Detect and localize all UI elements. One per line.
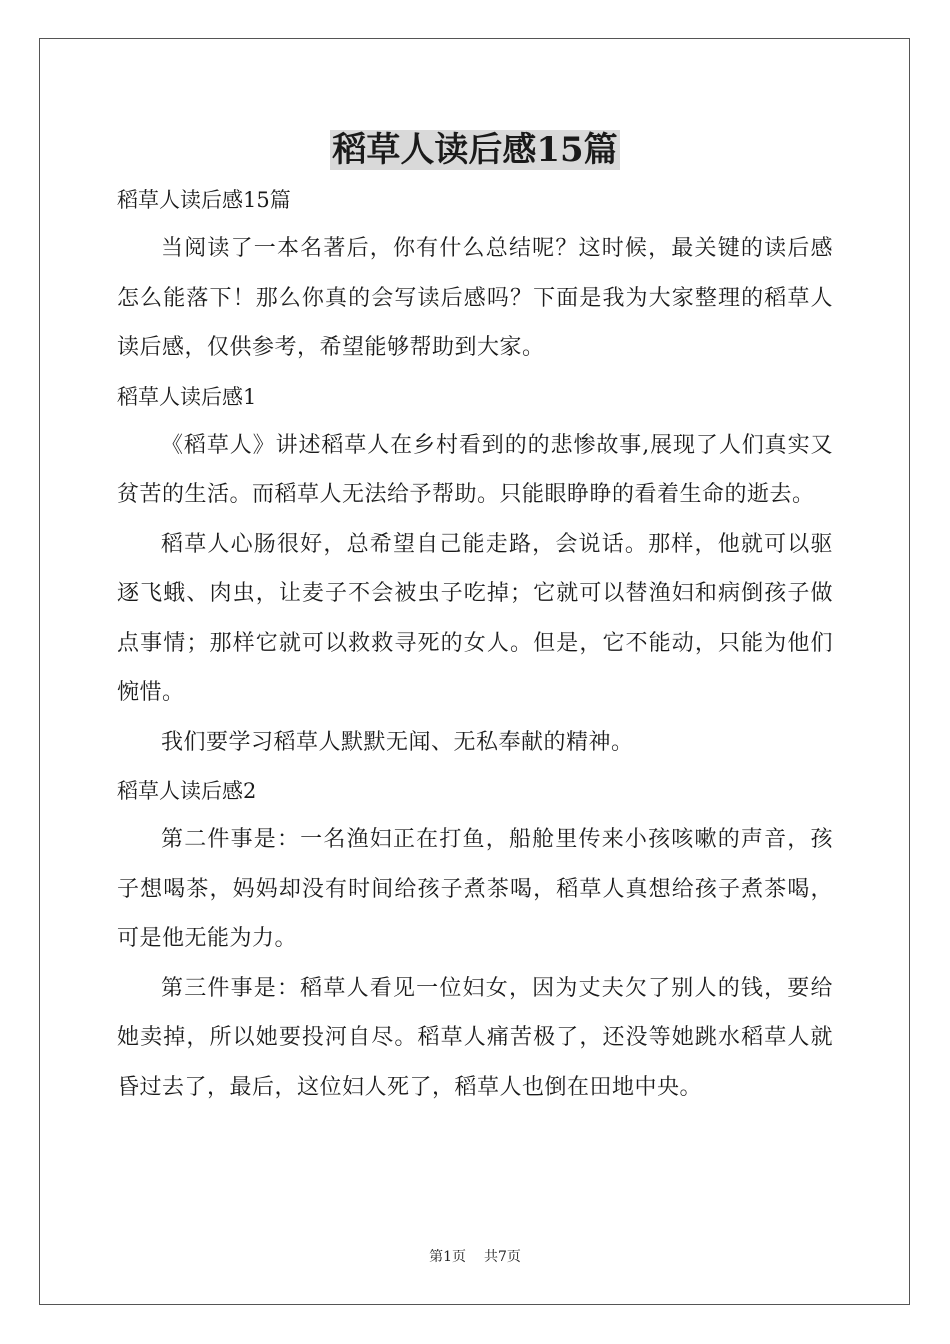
document-subtitle: 稻草人读后感15篇 <box>117 188 291 212</box>
page-number-total: 共7页 <box>484 1249 521 1265</box>
section-2-paragraph: 第二件事是：一名渔妇正在打鱼，船舱里传来小孩咳嗽的声音，孩子想喝茶，妈妈却没有时间给孩子煮茶喝，稻草人真想给孩子煮茶喝，可是他无能为力。 <box>117 827 833 951</box>
section-1-paragraph: 我们要学习稻草人默默无闻、无私奉献的精神。 <box>161 729 634 755</box>
intro-paragraph: 当阅读了一本名著后，你有什么总结呢？这时候，最关键的读后感怎么能落下！那么你真的会写读后感吗？下面是我为大家整理的稻草人读后感，仅供参考，希望能够帮助到大家。 <box>117 236 833 360</box>
page-number-current: 第1页 <box>429 1249 466 1265</box>
section-1-paragraph: 稻草人心肠很好，总希望自己能走路，会说话。那样，他就可以驱逐飞蛾、肉虫，让麦子不会被虫子吃掉；它就可以替渔妇和病倒孩子做点事情；那样它就可以救救寻死的女人。但是，它不能动，只能为他们惋惜。 <box>117 531 833 705</box>
document-title-text: 稻草人读后感15篇 <box>332 130 618 170</box>
section-heading-1: 稻草人读后感1 <box>117 384 257 409</box>
document-body <box>117 176 833 1112</box>
section-heading-2: 稻草人读后感2 <box>117 779 257 803</box>
document-title <box>0 128 950 172</box>
page-footer <box>0 1246 950 1266</box>
section-2-paragraph: 第三件事是：稻草人看见一位妇女，因为丈夫欠了别人的钱，要给她卖掉，所以她要投河自尽。稻草人痛苦极了，还没等她跳水稻草人就昏过去了，最后，这位妇人死了，稻草人也倒在田地中央。 <box>117 975 833 1100</box>
section-1-paragraph: 《稻草人》讲述稻草人在乡村看到的的悲惨故事,展现了人们真实又贫苦的生活。而稻草人无法给予帮助。只能眼睁睁的看着生命的逝去。 <box>117 432 833 507</box>
